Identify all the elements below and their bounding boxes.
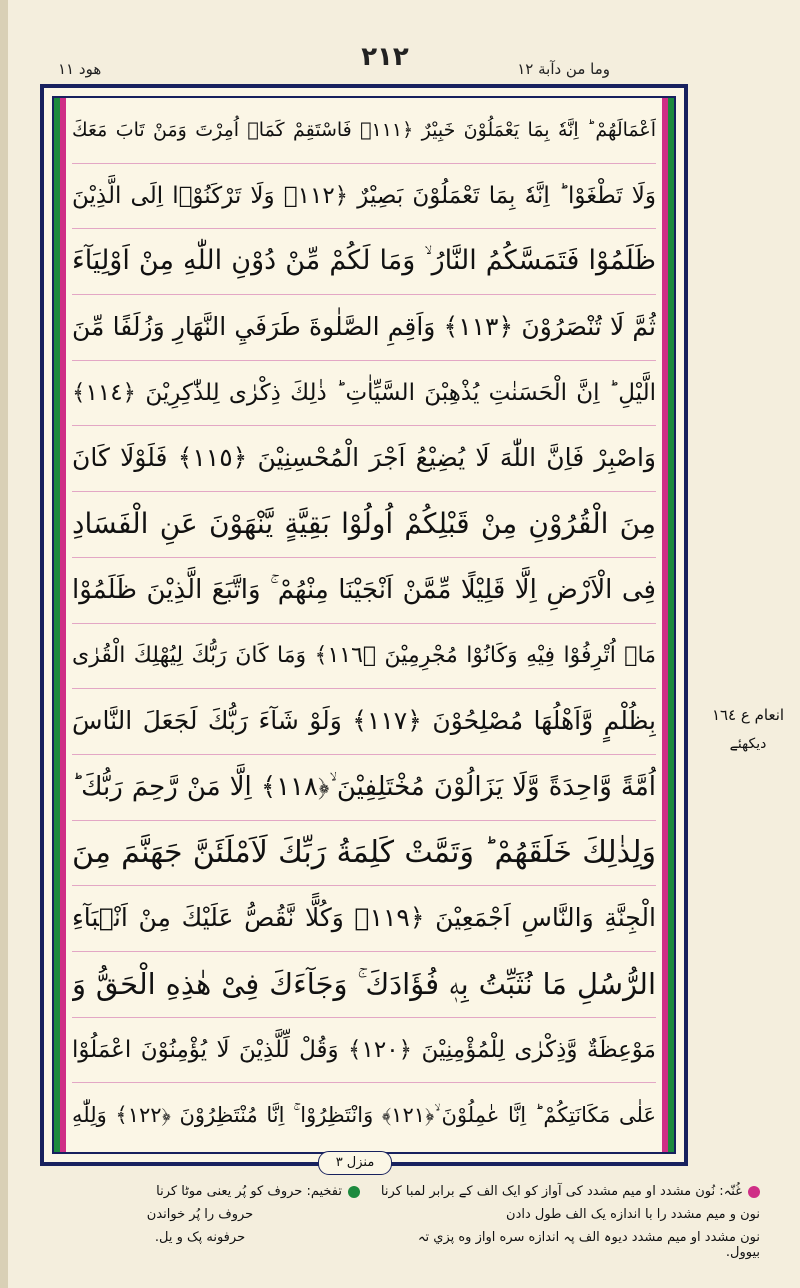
footnote-tafkhim-pashto: حرفونه پک و یل.	[154, 1230, 246, 1245]
footnote-ghunna	[380, 1184, 760, 1199]
pink-bullet-icon	[748, 1186, 760, 1198]
margin-reference: انعام ع ١٦٤	[711, 706, 785, 724]
verse-line: اَعْمَالَهُمْ ؕ اِنَّهٗ بِمَا يَعْمَلُوْنَ خَبِيْرٌ ﴿١١١﴾ فَاسْتَقِمْ كَمَاۤ اُمِرْتَ وَمَنْ تَابَ مَعَكَ	[72, 98, 656, 164]
verse-line: فِى الْاَرْضِ اِلَّا قَلِيْلًا مِّمَّنْ اَنْجَيْنَا مِنْهُمْ ۚ وَاتَّبَعَ الَّذِيْنَ ظَلَمُوْا	[72, 558, 656, 624]
verse-line: الَّيْلِ ؕ اِنَّ الْحَسَنٰتِ يُذْهِبْنَ السَّيِّاٰتِ ؕ ذٰلِكَ ذِكْرٰى لِلذّٰكِرِيْنَ ﴿١١٤﴾	[72, 361, 656, 427]
green-bullet-icon	[348, 1186, 360, 1198]
verse-line: وَاصْبِرْ فَاِنَّ اللّٰهَ لَا يُضِيْعُ اَجْرَ الْمُحْسِنِيْنَ ﴿١١٥﴾ فَلَوْلَا كَانَ	[72, 426, 656, 492]
footnote-text: تفخیم: حروف کو پُر یعنی موٹا کرنا	[156, 1184, 342, 1199]
verse-line: الْجِنَّةِ وَالنَّاسِ اَجْمَعِيْنَ ﴿١١٩﴾ وَكُلًّا نَّقُصُّ عَلَيْكَ مِنْ اَنْۢبَآءِ	[72, 886, 656, 952]
page-edge	[0, 0, 8, 1288]
footnote-text: غُنّہ: نُون مشدد او میم مشدد کی آواز کو ایک الف کے برابر لمبا کرنا	[380, 1184, 742, 1199]
border-stripe	[662, 98, 668, 1152]
border-stripe	[60, 98, 66, 1152]
header-juz-name: وما من دآبة ١٢	[517, 60, 610, 78]
verse-line: ظَلَمُوْا فَتَمَسَّكُمُ النَّارُ ۙ وَمَا لَكُمْ مِّنْ دُوْنِ اللّٰهِ مِنْ اَوْلِيَآءَ	[72, 229, 656, 295]
footnote-ghunna-pashto: نون مشدد او میم مشدد دیوہ الف پہ اندازه سره اواز وه پزي تہ بیوول.	[417, 1230, 760, 1260]
margin-reference-note: دیکھئے	[729, 736, 767, 752]
verse-line: عَلٰى مَكَانَتِكُمْ ؕ اِنَّا عٰمِلُوْنَ ۙ﴿١٢١﴾ وَانْتَظِرُوْا ۚ اِنَّا مُنْتَظِرُوْنَ ﴿١٢٢﴾ وَلِلّٰهِ	[72, 1103, 656, 1128]
text-frame	[40, 84, 688, 1166]
header-surah-name: هود ١١	[58, 60, 102, 78]
verse-line: وَلَا تَطْغَوْا ؕ اِنَّهٗ بِمَا تَعْمَلُوْنَ بَصِيْرٌ ﴿١١٢﴾ وَلَا تَرْكَنُوْۤا اِلَى الَّذِيْنَ	[72, 164, 656, 230]
footnote-ghunna-persian: نون و میم مشدد را با اندازه یک الف طول دادن	[506, 1207, 760, 1222]
border-stripe	[668, 98, 674, 1152]
footnote-tafkhim	[40, 1184, 360, 1199]
verse-line: مَوْعِظَةٌ وَّذِكْرٰى لِلْمُؤْمِنِيْنَ ﴿١٢٠﴾ وَقُلْ لِّلَّذِيْنَ لَا يُؤْمِنُوْنَ اعْمَلُوْا	[72, 1018, 656, 1084]
verse-line: مِنَ الْقُرُوْنِ مِنْ قَبْلِكُمْ اُولُوْا بَقِيَّةٍ يَّنْهَوْنَ عَنِ الْفَسَادِ	[72, 492, 656, 558]
verse-line: وَلِذٰلِكَ خَلَقَهُمْ ؕ وَتَمَّتْ كَلِمَةُ رَبِّكَ لَاَمْلَئَنَّ جَهَنَّمَ مِنَ	[72, 821, 656, 887]
manzil-marker: منزل ٣	[318, 1151, 392, 1175]
text-frame-inner	[52, 96, 676, 1154]
verse-line: بِظُلْمٍ وَّاَهْلُهَا مُصْلِحُوْنَ ﴿١١٧﴾ وَلَوْ شَآءَ رَبُّكَ لَجَعَلَ النَّاسَ	[72, 689, 656, 755]
verse-line: اُمَّةً وَّاحِدَةً وَّلَا يَزَالُوْنَ مُخْتَلِفِيْنَ ۙ﴿١١٨﴾ اِلَّا مَنْ رَّحِمَ رَبُّكَ ؕ	[72, 755, 656, 821]
verse-lines	[72, 98, 656, 1152]
verse-line: ثُمَّ لَا تُنْصَرُوْنَ ﴿١١٣﴾ وَاَقِمِ الصَّلٰوةَ طَرَفَيِ النَّهَارِ وَزُلَفًا مِّنَ	[72, 295, 656, 361]
verse-line: مَاۤ اُتْرِفُوْا فِيْهِ وَكَانُوْا مُجْرِمِيْنَ ﴿١١٦﴾ وَمَا كَانَ رَبُّكَ لِيُهْلِكَ الْقُرٰى	[72, 624, 656, 690]
footnote-tafkhim-persian: حروف را پُر خواندن	[146, 1207, 254, 1222]
page-number: ٢١٢	[361, 42, 409, 72]
verse-line: الرُّسُلِ مَا نُثَبِّتُ بِهٖ فُؤَادَكَ ۚ وَجَآءَكَ فِىْ هٰذِهِ الْحَقُّ وَ	[72, 952, 656, 1018]
